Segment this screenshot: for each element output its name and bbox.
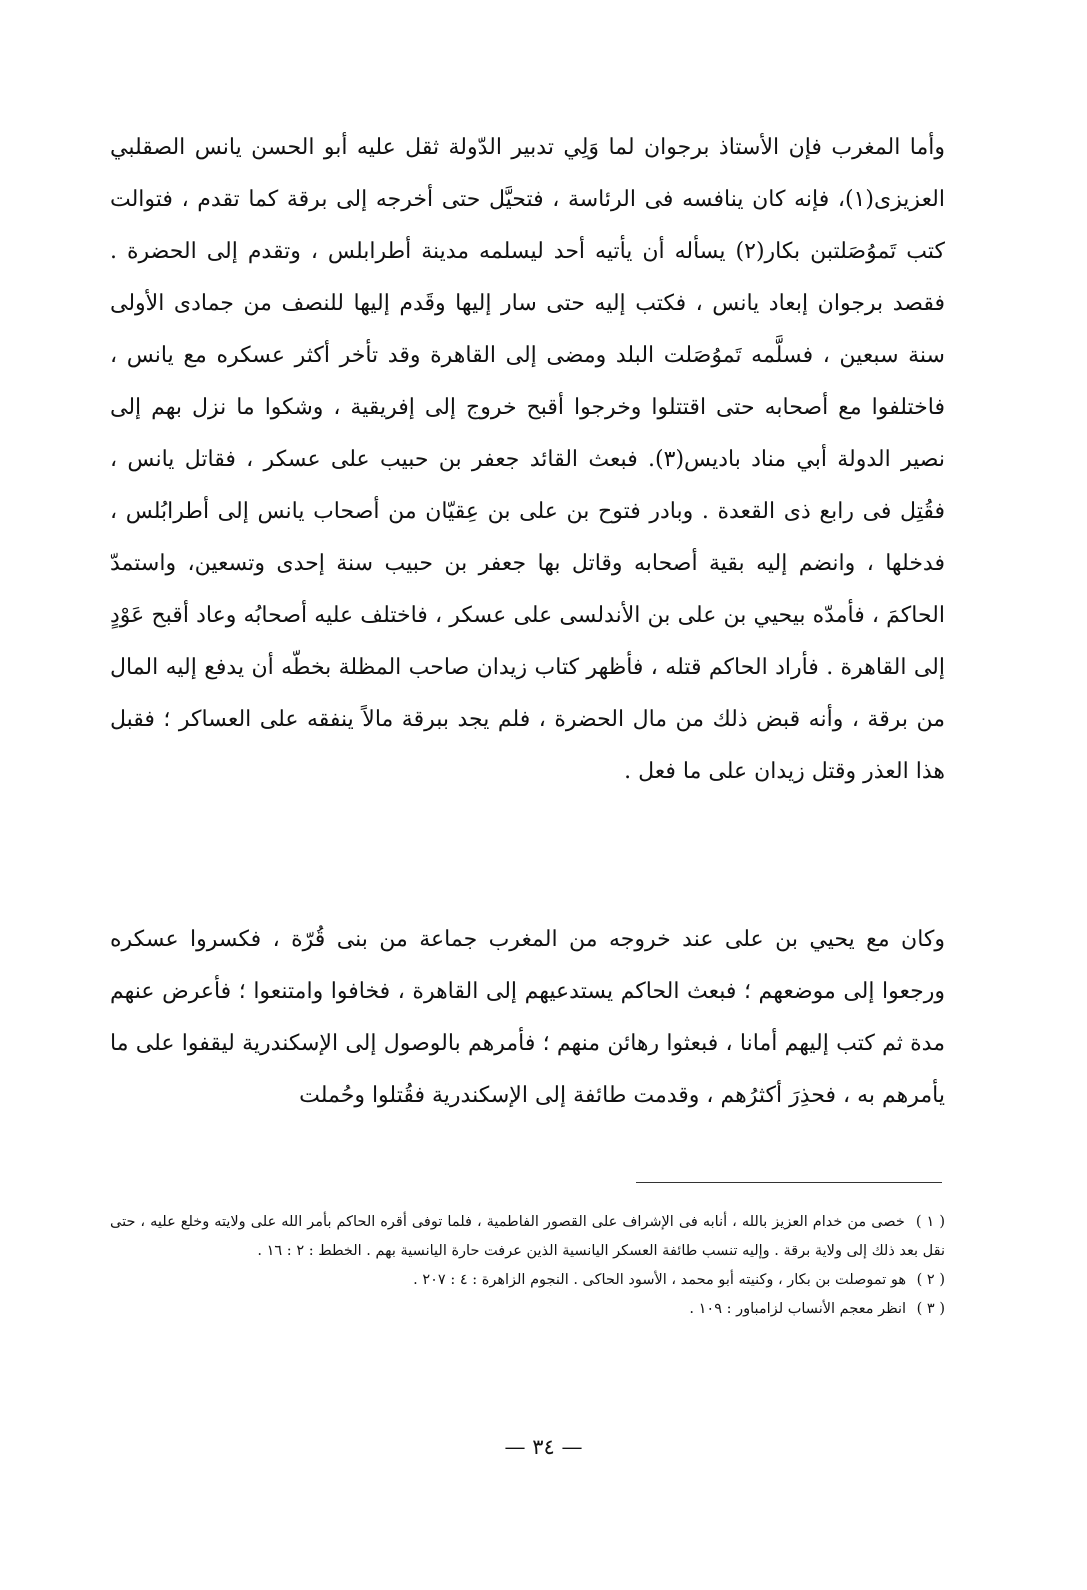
footnote-1-number: ( ١ ) bbox=[915, 1214, 945, 1230]
body-paragraph-2: وكان مع يحيي بن على عند خروجه من المغرب جماعة من بنى قُرّة ، فكسروا عسكره ورجعوا إلى موضعهم ؛ فبعث الحاكم يستدعيهم إلى القاهرة ، فخافوا وامتنعوا ؛ فأعرض عنهم مدة ثم كتب إليهم أمانا ، فبعثوا رهائن منهم ؛ فأمرهم بالوصول إلى الإسكندرية ليقفوا على ما يأمرهم به ، فحذِرَ أكثرُهم ، وقدمت طائفة إلى الإسكندرية فقُتلوا وحُملت bbox=[110, 927, 946, 1108]
footnote-1-text: خصى من خدام العزيز بالله ، أنابه فى الإشراف على القصور الفاطمية ، فلما توفى أقره الحاكم بأمر الله على ولايته وخلع عليه ، حتى نقل بعد ذلك إلى ولاية برقة . وإليه تنسب طائفة العسكر اليانسية الذين عرفت حارة اليانسية بهم . الخطط : ٢ : ١٦ . bbox=[110, 1214, 945, 1259]
footnote-2 bbox=[110, 1266, 945, 1295]
page-number: — ٣٤ — bbox=[504, 1435, 583, 1459]
footnote-2-text: هو تموصلت بن بكار ، وكنيته أبو محمد ، الأسود الحاكى . النجوم الزاهرة : ٤ : ٢٠٧ . bbox=[413, 1272, 907, 1288]
footnotes bbox=[110, 1208, 945, 1324]
footnote-2-number: ( ٢ ) bbox=[916, 1272, 945, 1288]
body-paragraph-1: وأما المغرب فإن الأستاذ برجوان لما وَلِي تدبير الدّولة ثقل عليه أبو الحسن يانس الصقلبي العزيزى(١)، فإنه كان ينافسه فى الرئاسة ، فتحيَّل حتى أخرجه إلى برقة كما تقدم ، فتوالت كتب تَموُصَلتبن بكار(٢) يسأله أن يأتيه أحد ليسلمه مدينة أطرابلس ، وتقدم إلى الحضرة . فقصد برجوان إبعاد يانس ، فكتب إليه حتى سار إليها وقَدم إليها للنصف من جمادى الأولى سنة سبعين ، فسلَّمه تَموُصَلت البلد ومضى إلى القاهرة وقد تأخر أكثر عسكره مع يانس ، فاختلفوا مع أصحابه حتى اقتتلوا وخرجوا أقبح خروج إلى إفريقية ، وشكوا ما نزل بهم إلى نصير الدولة أبي مناد باديس(٣). فبعث القائد جعفر بن حبيب على عسكر ، فقاتل يانس ، فقُتِل فى رابع ذى القعدة . وبادر فتوح بن على بن عِقيّان من أصحاب يانس إلى أطرابُلس ، فدخلها ، وانضم إليه بقية أصحابه وقاتل بها جعفر بن حبيب سنة إحدى وتسعين، واستمدّ الحاكمَ ، فأمدّه بيحيي بن على بن الأندلسى على عسكر ، فاختلف عليه أصحابُه وعاد أقبح عَوْدٍ إلى القاهرة . فأراد الحاكم قتله ، فأظهر كتاب زيدان صاحب المظلة بخطّه أن يدفع إليه المال من برقة ، وأنه قبض ذلك من مال الحضرة ، فلم يجد ببرقة مالاً ينفقه على العساكر ؛ فقبل هذا العذر وقتل زيدان على ما فعل . bbox=[110, 135, 946, 784]
footnote-3 bbox=[110, 1295, 945, 1324]
footnote-3-text: انظر معجم الأنساب لزامباور : ١٠٩ . bbox=[689, 1301, 907, 1317]
footnote-separator bbox=[636, 1182, 942, 1183]
footnote-1 bbox=[110, 1208, 945, 1266]
footnote-3-number: ( ٣ ) bbox=[916, 1301, 945, 1317]
